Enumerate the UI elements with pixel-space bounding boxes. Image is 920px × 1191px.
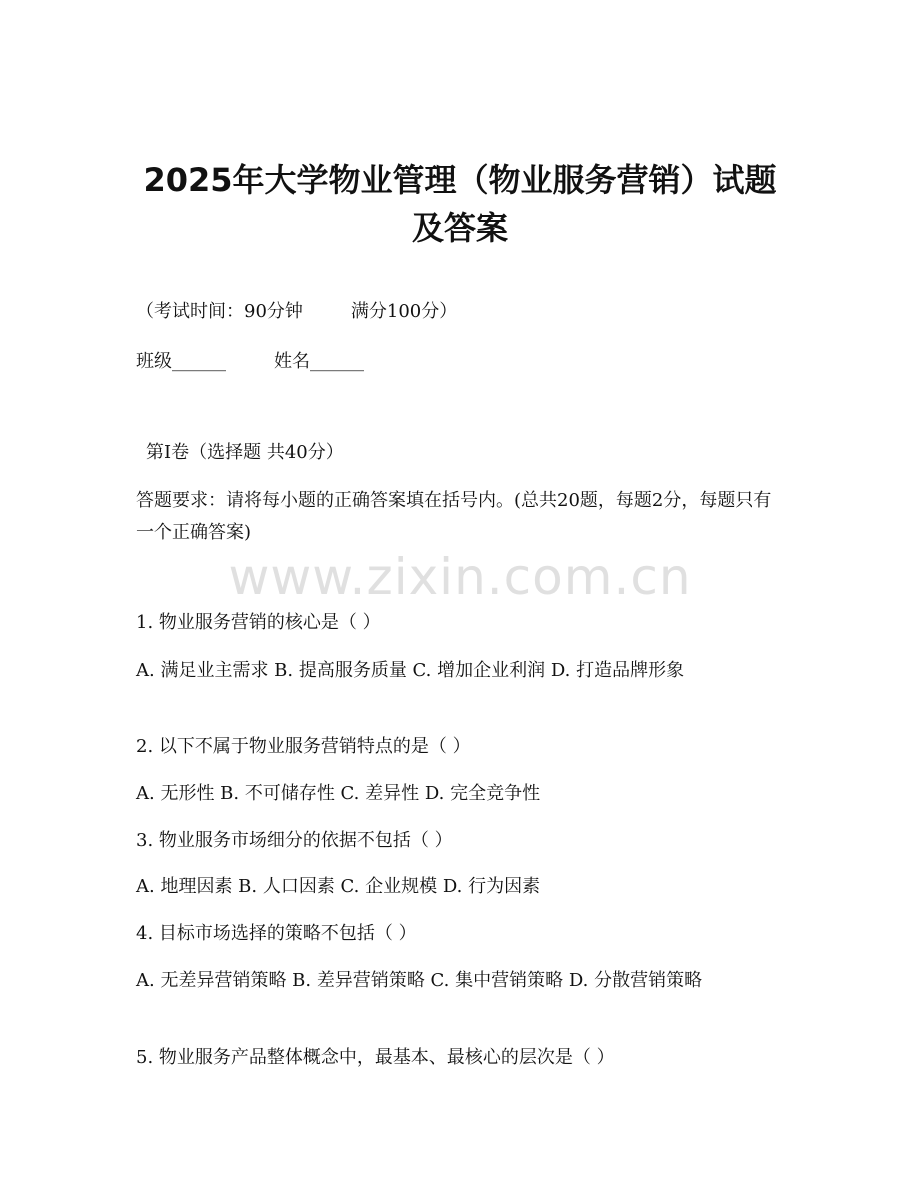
class-label: 班级______ bbox=[136, 351, 226, 372]
question-1: 1. 物业服务营销的核心是（ ） bbox=[136, 612, 381, 633]
question-2-options: A. 无形性 B. 不可储存性 C. 差异性 D. 完全竞争性 bbox=[136, 783, 541, 804]
question-4: 4. 目标市场选择的策略不包括（ ） bbox=[136, 923, 417, 944]
document-title bbox=[100, 156, 820, 252]
question-4-options: A. 无差异营销策略 B. 差异营销策略 C. 集中营销策略 D. 分散营销策略 bbox=[136, 970, 703, 991]
question-3: 3. 物业服务市场细分的依据不包括（ ） bbox=[136, 830, 453, 851]
question-2: 2. 以下不属于物业服务营销特点的是（ ） bbox=[136, 736, 471, 757]
title-line-2: 及答案 bbox=[411, 209, 508, 247]
name-label: 姓名______ bbox=[274, 351, 364, 372]
instructions: 答题要求：请将每小题的正确答案填在括号内。(总共20题，每题2分，每题只有一个正确答案) bbox=[136, 490, 772, 543]
question-1-options: A. 满足业主需求 B. 提高服务质量 C. 增加企业利润 D. 打造品牌形象 bbox=[136, 660, 685, 681]
exam-info bbox=[136, 296, 786, 328]
student-info bbox=[136, 346, 786, 378]
question-3-options: A. 地理因素 B. 人口因素 C. 企业规模 D. 行为因素 bbox=[136, 876, 541, 897]
title-line-1: 2025年大学物业管理（物业服务营销）试题 bbox=[143, 161, 777, 199]
watermark: www.zixin.com.cn bbox=[228, 548, 692, 606]
exam-full-score: 满分100分） bbox=[350, 301, 458, 322]
section-title: 第I卷（选择题 共40分） bbox=[146, 442, 344, 463]
question-5: 5. 物业服务产品整体概念中，最基本、最核心的层次是（ ） bbox=[136, 1047, 615, 1068]
exam-time: （考试时间：90分钟 bbox=[136, 301, 303, 322]
